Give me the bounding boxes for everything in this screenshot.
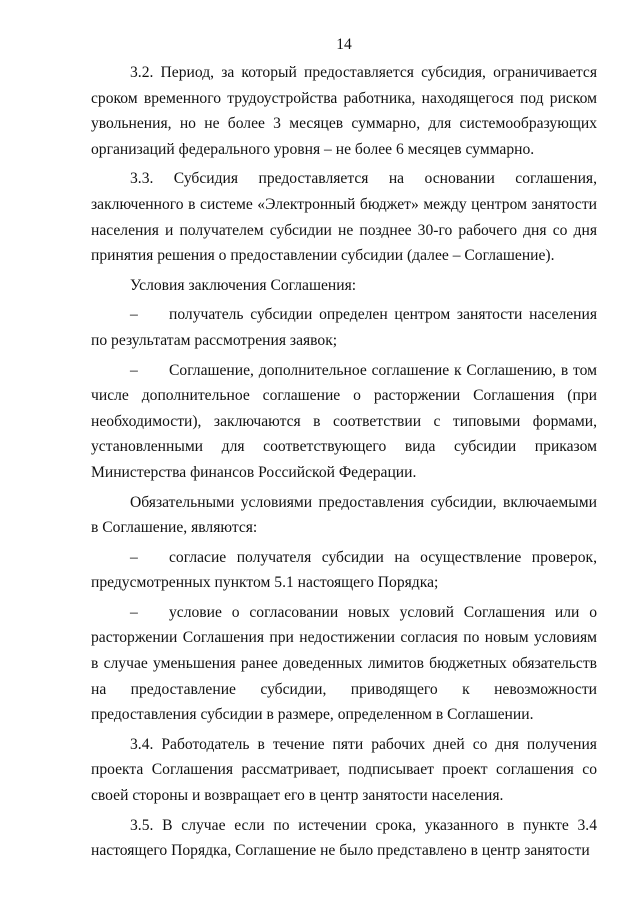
list-dash-marker: –: [130, 603, 138, 621]
list-item-recipient: [91, 302, 597, 353]
document-body: [91, 60, 597, 868]
list-item-text: получатель субсидии определен центром занятости населения по результатам рассмотрения заявок;: [91, 306, 597, 349]
list-item-text: Соглашение, дополнительное соглашение к Соглашению, в том числе дополнительное соглашение о расторжении Соглашения (при необходимости), заключаются в соответствии с типовыми формами, установленными для соответствующего вида субсидии приказом Министерства финансов Российской Федерации.: [91, 361, 597, 481]
list-dash-marker: –: [130, 361, 138, 379]
list-dash-marker: –: [130, 306, 138, 324]
list-item-consent-inspections: [91, 545, 597, 596]
list-item-new-conditions: [91, 600, 597, 728]
paragraph-3-3: 3.3. Субсидия предоставляется на основании соглашения, заключенного в системе «Электронный бюджет» между центром занятости населения и получателем субсидии не позднее 30-го рабочего дня со дня принятия решения о предоставлении субсидии (далее – Соглашение).: [91, 170, 597, 265]
paragraph-agreement-conditions-heading: Условия заключения Соглашения:: [130, 276, 357, 294]
page-number: 14: [336, 36, 352, 53]
paragraph-3-4: 3.4. Работодатель в течение пяти рабочих дней со дня получения проекта Соглашения рассматривает, подписывает проект соглашения со своей стороны и возвращает его в центр занятости населения.: [91, 735, 597, 805]
list-dash-marker: –: [130, 548, 138, 566]
list-item-text: условие о согласовании новых условий Соглашения или о расторжении Соглашения при недостижении согласия по новым условиям в случае уменьшения ранее доведенных лимитов бюджетных обязательств на предоставление субсидии, приводящего к невозможности предоставления субсидии в размере, определенном в Соглашении.: [91, 603, 597, 724]
list-item-text: согласие получателя субсидии на осуществление проверок, предусмотренных пунктом 5.1 настоящего Порядка;: [91, 548, 597, 592]
paragraph-mandatory-conditions: Обязательными условиями предоставления субсидии, включаемыми в Соглашение, являются:: [91, 493, 597, 537]
paragraph-3-5: 3.5. В случае если по истечении срока, указанного в пункте 3.4 настоящего Порядка, Соглашение не было представлено в центр занятости: [91, 816, 597, 860]
list-item-agreement-forms: [91, 358, 597, 486]
paragraph-3-2: 3.2. Период, за который предоставляется субсидия, ограничивается сроком временного трудоустройства работника, находящегося под риском увольнения, но не более 3 месяцев суммарно, для системообразующих организаций федерального уровня – не более 6 месяцев суммарно.: [91, 64, 597, 158]
